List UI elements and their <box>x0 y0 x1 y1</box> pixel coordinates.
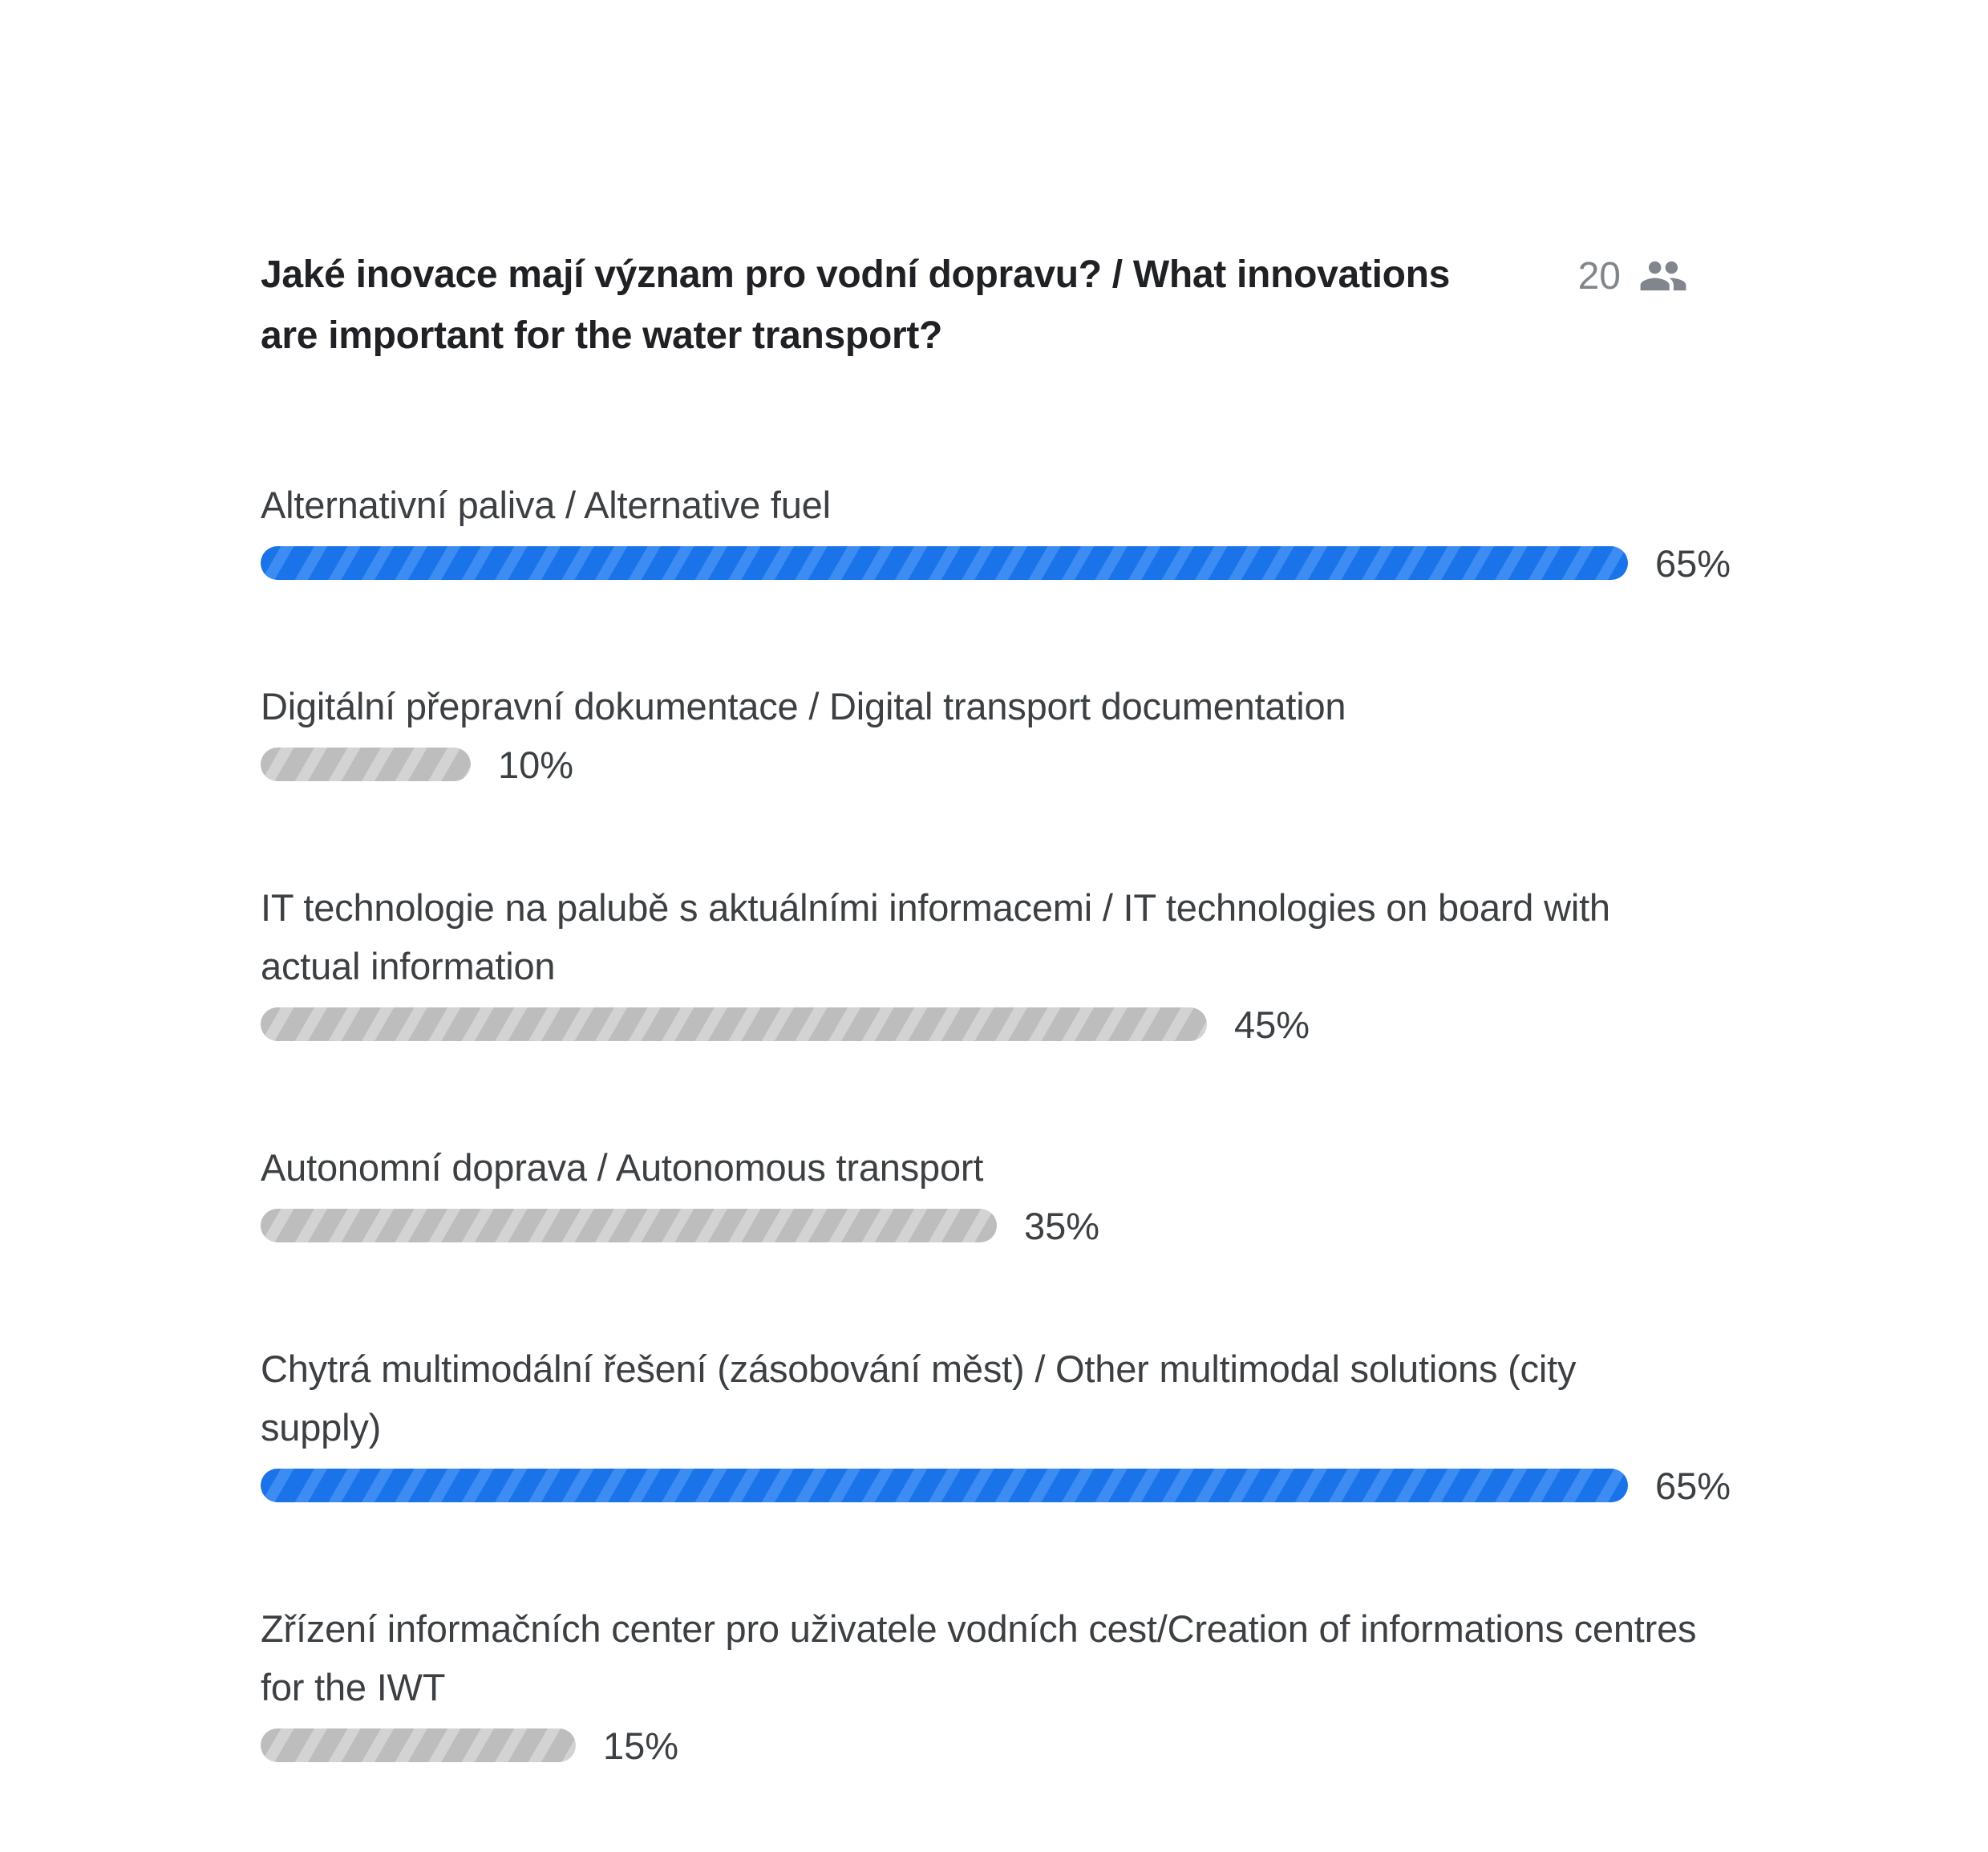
option-label: IT technologie na palubě s aktuálními informacemi / IT technologies on board with actual information <box>261 886 1610 987</box>
participants-count-value: 20 <box>1577 254 1621 298</box>
poll-option <box>261 476 1752 587</box>
participants-count <box>1578 251 1688 301</box>
option-label: Zřízení informačních center pro uživatele vodních cest/Creation of informations centres for the IWT <box>261 1607 1697 1708</box>
option-percent: 35% <box>1024 1204 1100 1247</box>
option-bar <box>261 748 471 781</box>
option-percent: 65% <box>1655 1464 1731 1507</box>
option-percent: 10% <box>498 743 574 786</box>
option-bar <box>261 1728 576 1762</box>
poll-option <box>261 1339 1752 1510</box>
option-percent: 65% <box>1655 541 1731 585</box>
option-bar <box>261 1007 1207 1041</box>
poll-option <box>261 878 1752 1048</box>
option-label: Alternativní paliva / Alternative fuel <box>261 484 831 526</box>
poll-options <box>261 476 1752 1769</box>
option-label: Digitální přepravní dokumentace / Digital transport documentation <box>261 685 1346 727</box>
option-label: Chytrá multimodální řešení (zásobování měst) / Other multimodal solutions (city supply) <box>261 1347 1577 1449</box>
poll-card <box>261 245 1752 1769</box>
option-bar <box>261 1209 997 1242</box>
option-bar <box>261 1469 1628 1502</box>
option-bar <box>261 546 1628 580</box>
poll-option <box>261 677 1752 788</box>
option-percent: 15% <box>603 1724 679 1767</box>
poll-header <box>261 245 1752 397</box>
poll-option <box>261 1138 1752 1250</box>
poll-option <box>261 1599 1752 1769</box>
option-percent: 45% <box>1234 1003 1310 1046</box>
option-label: Autonomní doprava / Autonomous transport <box>261 1146 984 1189</box>
people-icon <box>1638 251 1688 301</box>
poll-question: Jaké inovace mají význam pro vodní dopravu? / What innovations are important for the water transport? <box>261 253 1451 357</box>
